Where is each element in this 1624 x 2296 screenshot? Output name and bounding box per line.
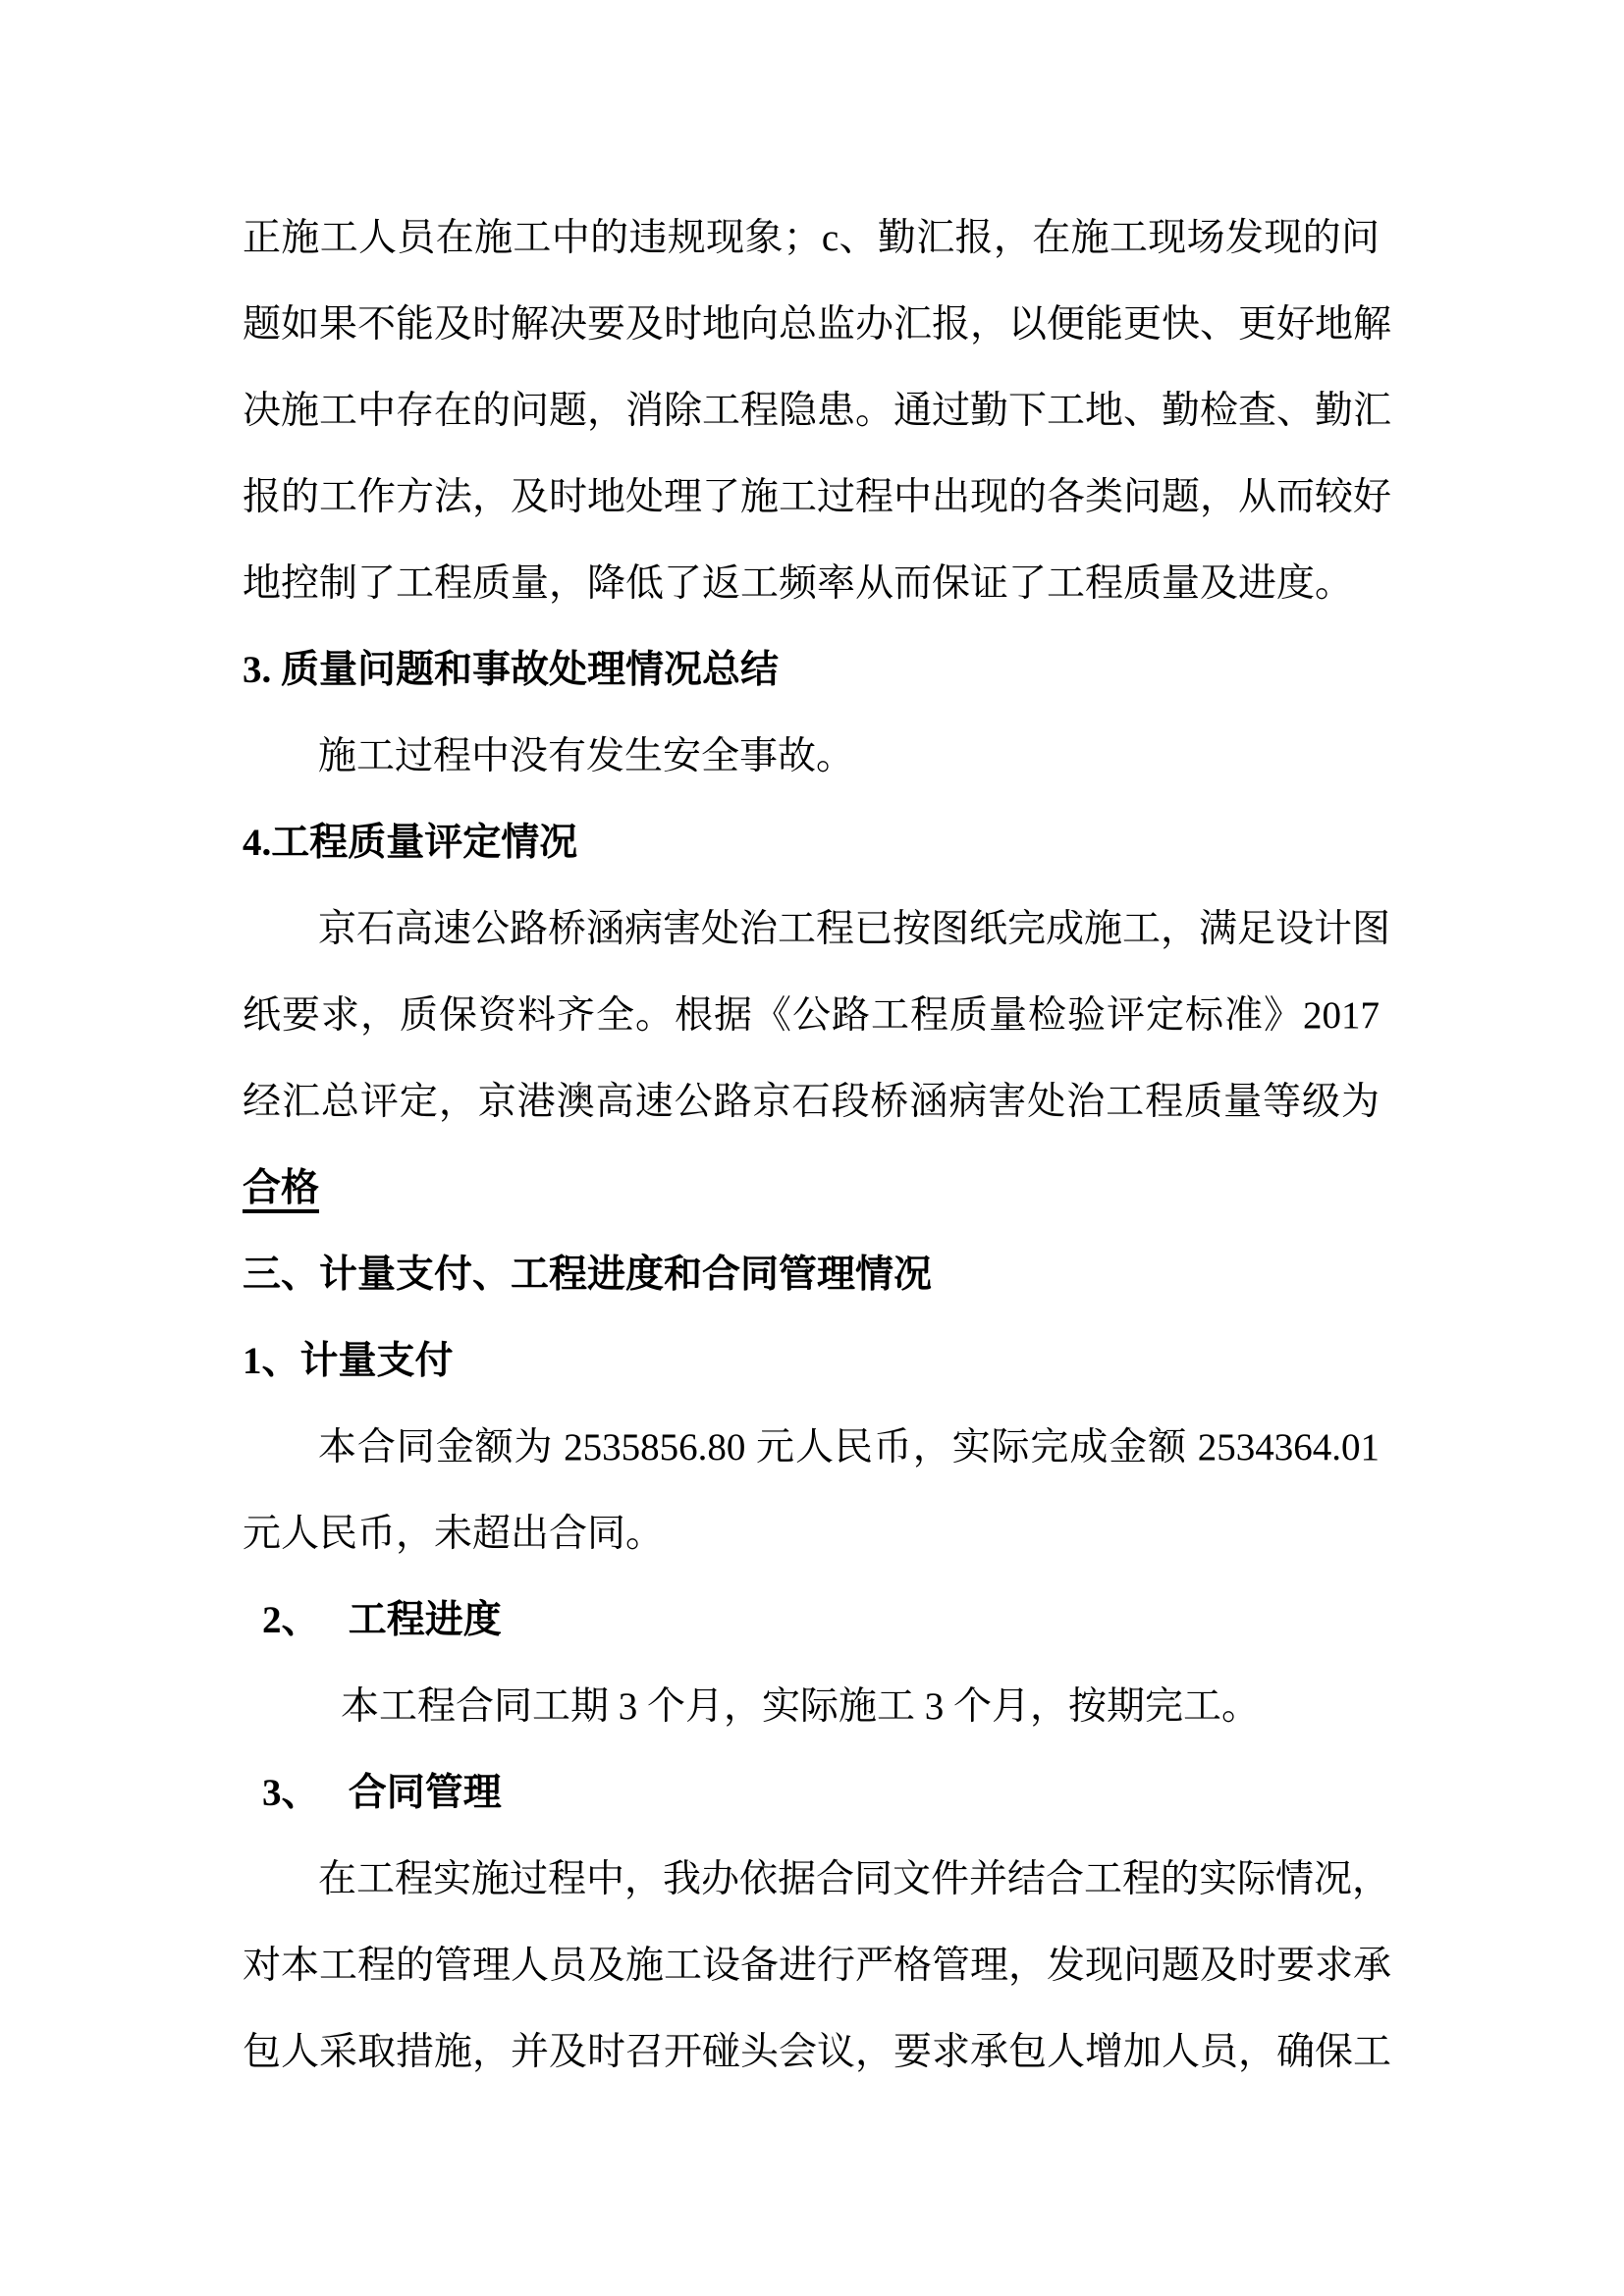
heading-section-three: 三、计量支付、工程进度和合同管理情况 [243, 1254, 933, 1296]
para6-line2: 对本工程的管理人员及施工设备进行严格管理，发现问题及时要求承 [243, 1945, 1392, 1987]
para1-line4: 报的工作方法，及时地处理了施工过程中出现的各类问题，从而较好 [243, 476, 1392, 518]
heading-progress: 2、 工程进度 [262, 1599, 502, 1641]
para1-line1: 正施工人员在施工中的违规现象；c、勤汇报，在施工现场发现的问 [243, 217, 1380, 259]
document-text-block [243, 195, 1392, 2096]
para3-line3: 经汇总评定，京港澳高速公路京石段桥涵病害处治工程质量等级为 [243, 1081, 1380, 1123]
para3-line2: 纸要求，质保资料齐全。根据《公路工程质量检验评定标准》2017 [243, 994, 1380, 1037]
para5-line1: 本工程合同工期 3 个月，实际施工 3 个月，按期完工。 [341, 1685, 1261, 1728]
heading-contract-management: 3、 合同管理 [262, 1772, 502, 1814]
grade-result: 合格 [243, 1167, 320, 1209]
heading-quality-rating: 4.工程质量评定情况 [243, 822, 578, 864]
heading-measurement-payment: 1、计量支付 [243, 1340, 454, 1382]
para1-line5: 地控制了工程质量，降低了返工频率从而保证了工程质量及进度。 [243, 562, 1354, 605]
para2-line1: 施工过程中没有发生安全事故。 [318, 735, 855, 777]
para1-line2: 题如果不能及时解决要及时地向总监办汇报，以便能更快、更好地解 [243, 303, 1392, 346]
para3-line1: 京石高速公路桥涵病害处治工程已按图纸完成施工，满足设计图 [318, 908, 1391, 950]
para6-line1: 在工程实施过程中，我办依据合同文件并结合工程的实际情况， [318, 1858, 1391, 1900]
para6-line3: 包人采取措施，并及时召开碰头会议，要求承包人增加人员，确保工 [243, 2031, 1392, 2073]
para1-line3: 决施工中存在的问题，消除工程隐患。通过勤下工地、勤检查、勤汇 [243, 390, 1392, 432]
heading-quality-issues: 3. 质量问题和事故处理情况总结 [243, 649, 780, 691]
para4-line1: 本合同金额为 2535856.80 元人民币，实际完成金额 2534364.01 [318, 1426, 1380, 1468]
para4-line2: 元人民币，未超出合同。 [243, 1513, 665, 1555]
